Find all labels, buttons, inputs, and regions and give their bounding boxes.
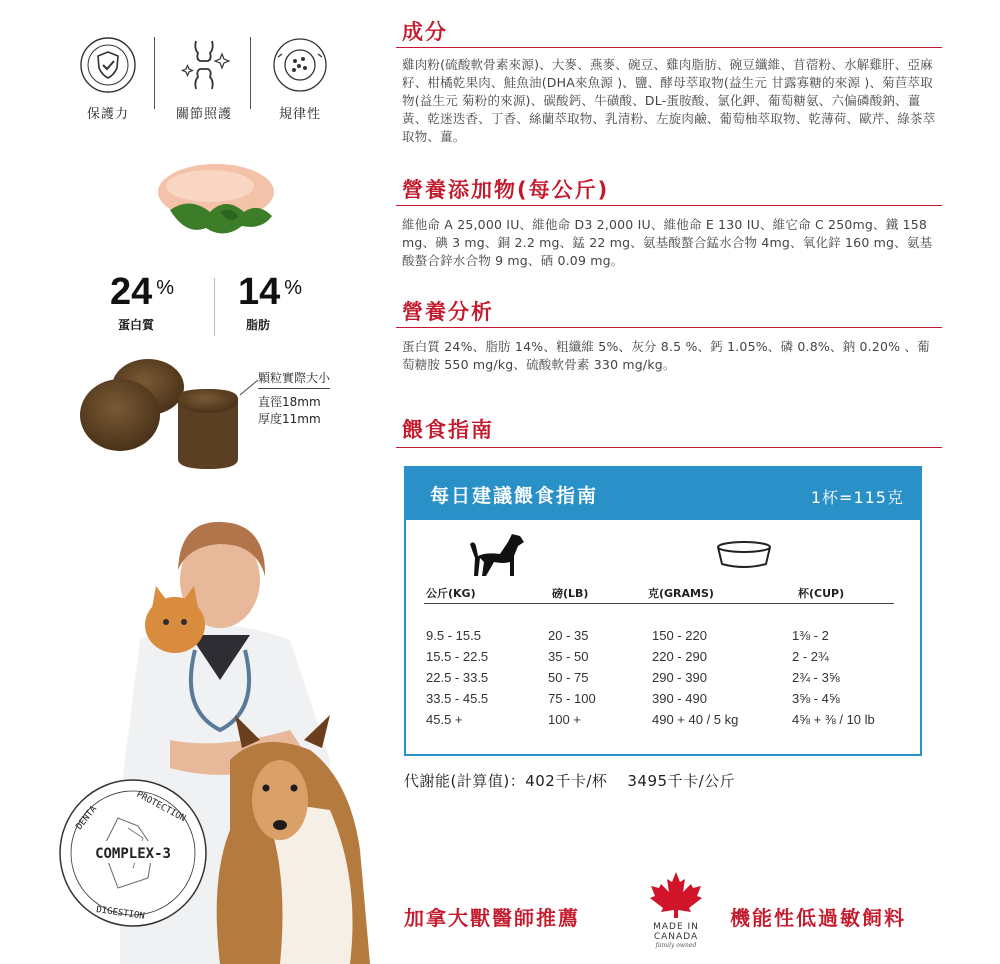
hypoallergenic-text: 機能性低過敏飼料: [730, 906, 906, 930]
benefit-label: 保護力: [86, 107, 129, 122]
additives-rule: [396, 205, 942, 206]
feeding-rule: [396, 447, 942, 448]
col-lb: 磅(LB): [552, 587, 589, 600]
table-row: [406, 649, 920, 670]
analysis-rule: [396, 327, 942, 328]
dog-icon: [464, 530, 526, 580]
cell-grams: 390 - 490: [652, 691, 707, 706]
cell-kg: 33.5 - 45.5: [426, 691, 489, 706]
benefit-joint: [156, 35, 252, 125]
cell-cup: 4⅝ + ⅜ / 10 lb: [792, 712, 875, 727]
family-owned-text: family owned: [655, 942, 697, 949]
table-row: [406, 712, 920, 733]
cell-grams: 220 - 290: [652, 649, 707, 664]
kibble-thickness: 厚度11mm: [258, 412, 321, 426]
kibble-size-caption: [258, 370, 330, 428]
cell-kg: 15.5 - 22.5: [426, 649, 489, 664]
feeding-title: 餵食指南: [402, 418, 494, 442]
stat-divider: [214, 278, 215, 336]
food-bowl-icon: [714, 540, 774, 570]
additives-body: 維他命 A 25,000 IU、維他命 D3 2,000 IU、維他命 E 130 IU、維它命 C 250mg、鐵 158 mg、碘 3 mg、銅 2.2 mg、錳 22 mg、氨基酸螯合錳水合物 4mg、氧化鋅 160 mg、氨基酸螯合鋅水合物 9 mg、硒 0.09 mg。: [402, 217, 933, 268]
cell-grams: 290 - 390: [652, 670, 707, 685]
cell-kg: 9.5 - 15.5: [426, 628, 481, 643]
feeding-table-column-rule: [424, 603, 894, 604]
ingredients-title: 成分: [402, 20, 448, 44]
feeding-table: [404, 466, 922, 756]
cell-lb: 35 - 50: [548, 649, 589, 664]
feeding-table-header: [406, 468, 920, 520]
cup-note: 1杯=115克: [810, 488, 904, 507]
table-row: [406, 670, 920, 691]
benefit-label: 關節照護: [175, 107, 232, 122]
energy-per-kg: 3495千卡/公斤: [627, 772, 736, 790]
badge-top-left-text: DENTA: [74, 804, 100, 832]
maple-leaf-icon: [647, 870, 705, 918]
analysis-body: 蛋白質 24%、脂肪 14%、粗纖維 5%、灰分 8.5 %、鈣 1.05%、磷 0.8%、鈉 0.20% 、葡萄糖胺 550 mg/kg、硫酸軟骨素 330 mg/kg。: [402, 339, 930, 372]
benefit-protection: [60, 35, 156, 125]
cell-lb: 20 - 35: [548, 628, 589, 643]
left-column: [0, 0, 390, 964]
cell-kg: 22.5 - 33.5: [426, 670, 489, 685]
col-grams: 克(GRAMS): [648, 587, 714, 600]
fat-value: 14: [238, 271, 281, 313]
col-cup: 杯(CUP): [798, 587, 845, 600]
cell-kg: 45.5 +: [426, 712, 463, 727]
analysis-title: 營養分析: [402, 300, 494, 324]
benefit-label: 規律性: [278, 107, 321, 122]
cell-grams: 150 - 220: [652, 628, 707, 643]
cell-cup: 2 - 2¾: [792, 649, 829, 664]
fat-stat: [238, 272, 338, 333]
badge-top-right-text: PROTECTION: [134, 789, 188, 825]
badge-bottom-text: DIGESTION: [95, 905, 146, 922]
fat-label: 脂肪: [246, 318, 271, 332]
nutrition-stats: [110, 272, 340, 342]
chicken-breast-image: [150, 150, 280, 245]
denta-protection-badge: [58, 778, 208, 928]
feeding-table-title: 每日建議餵食指南: [430, 485, 599, 507]
fat-unit: %: [284, 277, 303, 299]
kibble-caption: 顆粒實際大小: [258, 370, 330, 389]
protein-label: 蛋白質: [118, 318, 155, 332]
metabolic-energy: [404, 770, 735, 791]
additives-title: 營養添加物(每公斤): [402, 178, 610, 202]
feeding-table-rows: [406, 628, 920, 733]
kibble-diameter: 直徑18mm: [258, 395, 321, 409]
cell-cup: 2¾ - 3⅝: [792, 670, 840, 685]
cell-lb: 50 - 75: [548, 670, 589, 685]
protein-value: 24: [110, 271, 153, 313]
energy-per-cup: 代謝能(計算值)：402千卡/杯: [404, 772, 608, 790]
probiotics-icon: [268, 35, 332, 95]
benefit-icons: [60, 35, 350, 125]
vet-recommended-text: 加拿大獸醫師推薦: [404, 906, 580, 930]
shield-check-icon: [76, 35, 140, 95]
ingredients-rule: [396, 47, 942, 48]
cell-cup: 1⅜ - 2: [792, 628, 829, 643]
cell-cup: 3⅝ - 4⅝: [792, 691, 840, 706]
joint-bone-icon: [172, 35, 236, 95]
table-row: [406, 691, 920, 712]
cell-lb: 75 - 100: [548, 691, 596, 706]
made-in-canada-mark: [630, 870, 722, 948]
made-in-canada-text: MADE IN CANADA: [653, 922, 699, 942]
protein-stat: [110, 272, 210, 333]
col-kg: 公斤(KG): [426, 587, 476, 600]
benefit-regularity: [252, 35, 348, 125]
table-row: [406, 628, 920, 649]
cell-grams: 490 + 40 / 5 kg: [652, 712, 739, 727]
cell-lb: 100 +: [548, 712, 581, 727]
ingredients-body: 雞肉粉(硫酸軟骨素來源)、大麥、燕麥、碗豆、雞肉脂肪、碗豆纖維、苜蓿粉、水解雞肝、亞麻籽、柑橘乾果肉、鮭魚油(DHA來魚源 )、鹽、酵母萃取物(益生元 甘露寡糖的來源 )、菊苣萃取物(益生元 菊粉的來源)、碳酸鈣、牛磺酸、DL-蛋胺酸、氯化鉀、葡萄糖氨、六偏磷酸鈉、薑黃、乾迷迭香、丁香、絲蘭萃取物、乳清粉、左旋肉鹼、葡萄柚萃取物、乾薄荷、歐芹、綠茶萃取物、薑。: [402, 57, 936, 144]
protein-unit: %: [156, 277, 175, 299]
feeding-table-columns: [406, 585, 920, 605]
badge-center-text: COMPLEX-3: [95, 846, 171, 862]
